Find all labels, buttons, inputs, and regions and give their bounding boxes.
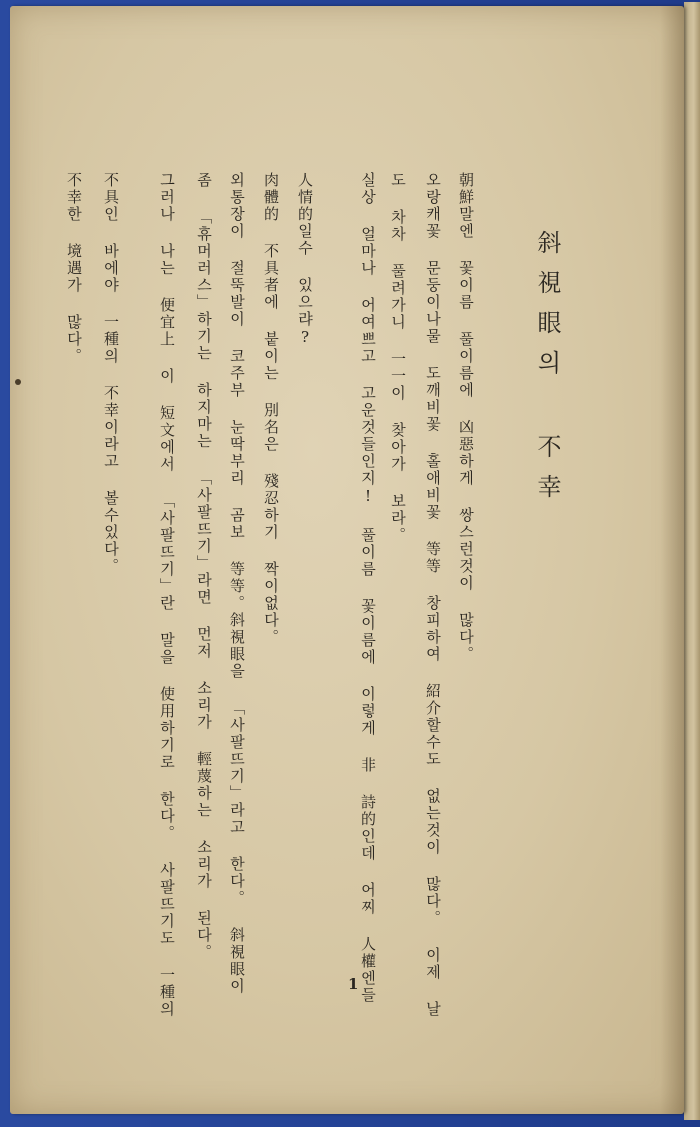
text-line-5: 人情的일수 있으랴? <box>296 172 314 348</box>
page-number: 1 <box>348 975 359 993</box>
text-line-8: 좀 「휴머러스」하기는 하지마는 「사팔뜨기」라면 먼저 소리가 輕蔑하는 소리가 된다。 <box>195 172 213 961</box>
page-edge-shadow <box>660 6 684 1114</box>
text-line-9: 그러나 나는 便宜上 이 短文에서 「사팔뜨기」란 말을 使用하기로 한다。 사팔뜨기도 一種의 <box>158 172 176 1018</box>
paper-spot <box>15 379 21 385</box>
text-line-3: 도 차차 풀려가니 一一이 찾아가 보라。 <box>389 172 407 544</box>
text-line-1: 朝鮮말엔 꽃이름 풀이름에 凶惡하게 쌍스런것이 많다。 <box>457 172 475 663</box>
next-page-edge <box>684 2 700 1120</box>
text-line-2: 오랑캐꽃 문둥이나물 도깨비꽃 홀애비꽃 等等 창피하여 紹介할수도 없는것이 많다。 이제 날 <box>424 172 442 1018</box>
text-line-11: 不幸한 境遇가 많다。 <box>65 172 83 365</box>
text-line-10: 不具인 바에야 一種의 不幸이라고 볼수있다。 <box>102 172 120 575</box>
text-line-7: 외통장이 절뚝발이 코주부 눈딱부리 곰보 等等。斜視眼을 「사팔뜨기」라고 한다。 斜視眼이 <box>228 172 246 995</box>
text-line-4: 실상 얼마나 어여쁘고 고운것들인지! 풀이름 꽃이름에 이렇게 非 詩的인데 어찌 人權엔들 <box>359 172 377 1004</box>
text-line-6: 肉體的 不具者에 붙이는 別名은 殘忍하기 짝이없다。 <box>262 172 280 646</box>
page-title: 斜視眼의 不幸 <box>533 230 561 514</box>
